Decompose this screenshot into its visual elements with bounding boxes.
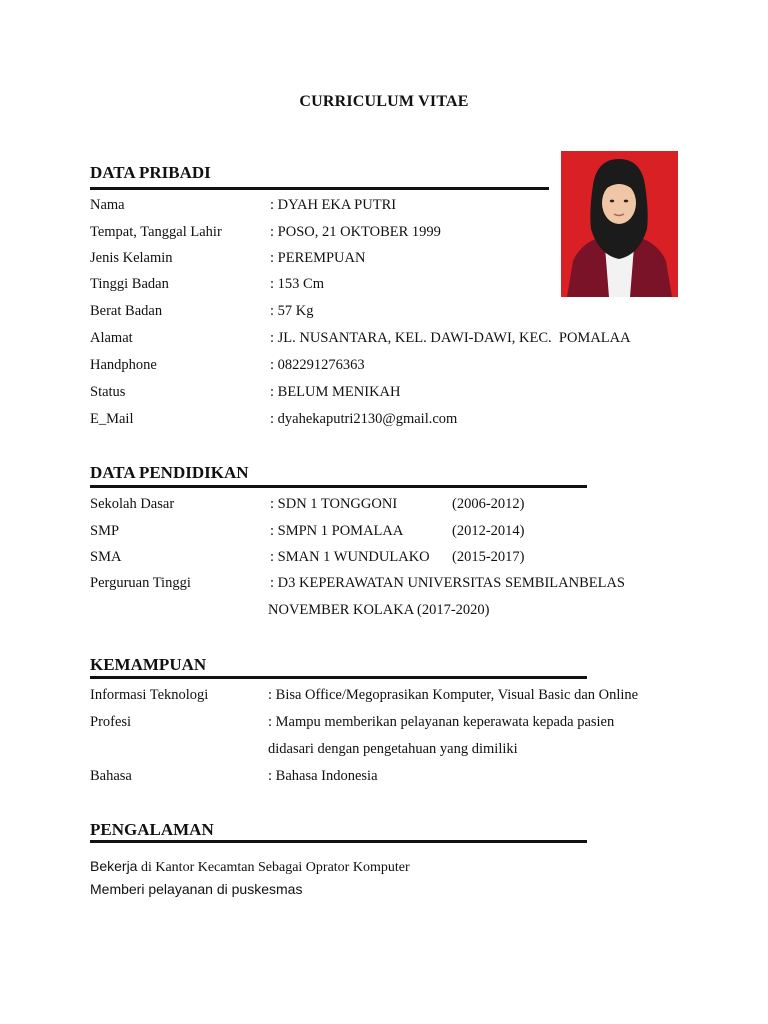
experience-line-1-verb: Bekerja	[90, 858, 138, 874]
row-value: : 57 Kg	[270, 303, 314, 319]
row-value: : Mampu memberikan pelayanan keperawata kepada pasien	[268, 714, 615, 730]
experience-line-1	[90, 858, 410, 876]
row-label: Profesi	[90, 714, 132, 730]
row-label: E_Mail	[90, 411, 134, 427]
experience-line-2-text: Memberi pelayanan di puskesmas	[90, 881, 303, 897]
row-value: : PEREMPUAN	[270, 250, 366, 266]
skill-profesi-continuation: didasari dengan pengetahuan yang dimiliki	[268, 741, 518, 757]
row-value: : SDN 1 TONGGONI	[270, 496, 398, 512]
row-value: : POSO, 21 OKTOBER 1999	[270, 224, 441, 240]
row-label: Handphone	[90, 357, 157, 373]
section-heading-pengalaman: PENGALAMAN	[90, 820, 214, 839]
profile-photo	[561, 151, 678, 297]
row-years: (2012-2014)	[452, 523, 525, 539]
section-rule	[90, 840, 587, 843]
row-value: : Bisa Office/Megoprasikan Komputer, Visual Basic dan Online	[268, 687, 639, 703]
section-rule	[90, 676, 587, 679]
row-years: (2015-2017)	[452, 549, 525, 565]
row-label: SMA	[90, 549, 122, 565]
row-label: SMP	[90, 523, 120, 539]
row-label: Bahasa	[90, 768, 132, 784]
section-heading-kemampuan: KEMAMPUAN	[90, 655, 207, 674]
experience-line-1-text: di Kantor Kecamtan Sebagai Oprator Komputer	[137, 860, 410, 875]
section-heading-data-pendidikan: DATA PENDIDIKAN	[90, 463, 249, 482]
row-value: : DYAH EKA PUTRI	[270, 197, 397, 213]
row-label: Jenis Kelamin	[90, 250, 173, 266]
row-value: : Bahasa Indonesia	[268, 768, 378, 784]
section-rule	[90, 485, 587, 488]
row-label: Status	[90, 384, 126, 400]
row-label: Nama	[90, 197, 125, 213]
row-value: : 082291276363	[270, 357, 365, 373]
section-heading-data-pribadi: DATA PRIBADI	[90, 163, 211, 182]
row-value: : dyahekaputri2130@gmail.com	[270, 411, 458, 427]
row-value: : BELUM MENIKAH	[270, 384, 401, 400]
experience-line-2	[90, 881, 302, 899]
row-value: : 153 Cm	[270, 276, 324, 292]
row-label: Sekolah Dasar	[90, 496, 175, 512]
section-rule	[90, 187, 549, 190]
row-label: Perguruan Tinggi	[90, 575, 191, 591]
row-label: Tinggi Badan	[90, 276, 169, 292]
row-label: Berat Badan	[90, 303, 163, 319]
profile-photo-illustration	[561, 151, 678, 297]
row-value: : SMPN 1 POMALAA	[270, 523, 404, 539]
row-label: Tempat, Tanggal Lahir	[90, 224, 222, 240]
row-value: : JL. NUSANTARA, KEL. DAWI-DAWI, KEC. POMALAA	[270, 330, 631, 346]
row-years: (2006-2012)	[452, 496, 525, 512]
row-value: : SMAN 1 WUNDULAKO	[270, 549, 430, 565]
row-value: : D3 KEPERAWATAN UNIVERSITAS SEMBILANBELAS	[270, 575, 625, 591]
row-label: Informasi Teknologi	[90, 687, 209, 703]
education-university-continuation: NOVEMBER KOLAKA (2017-2020)	[268, 602, 490, 618]
document-title: CURRICULUM VITAE	[299, 93, 469, 110]
row-label: Alamat	[90, 330, 133, 346]
